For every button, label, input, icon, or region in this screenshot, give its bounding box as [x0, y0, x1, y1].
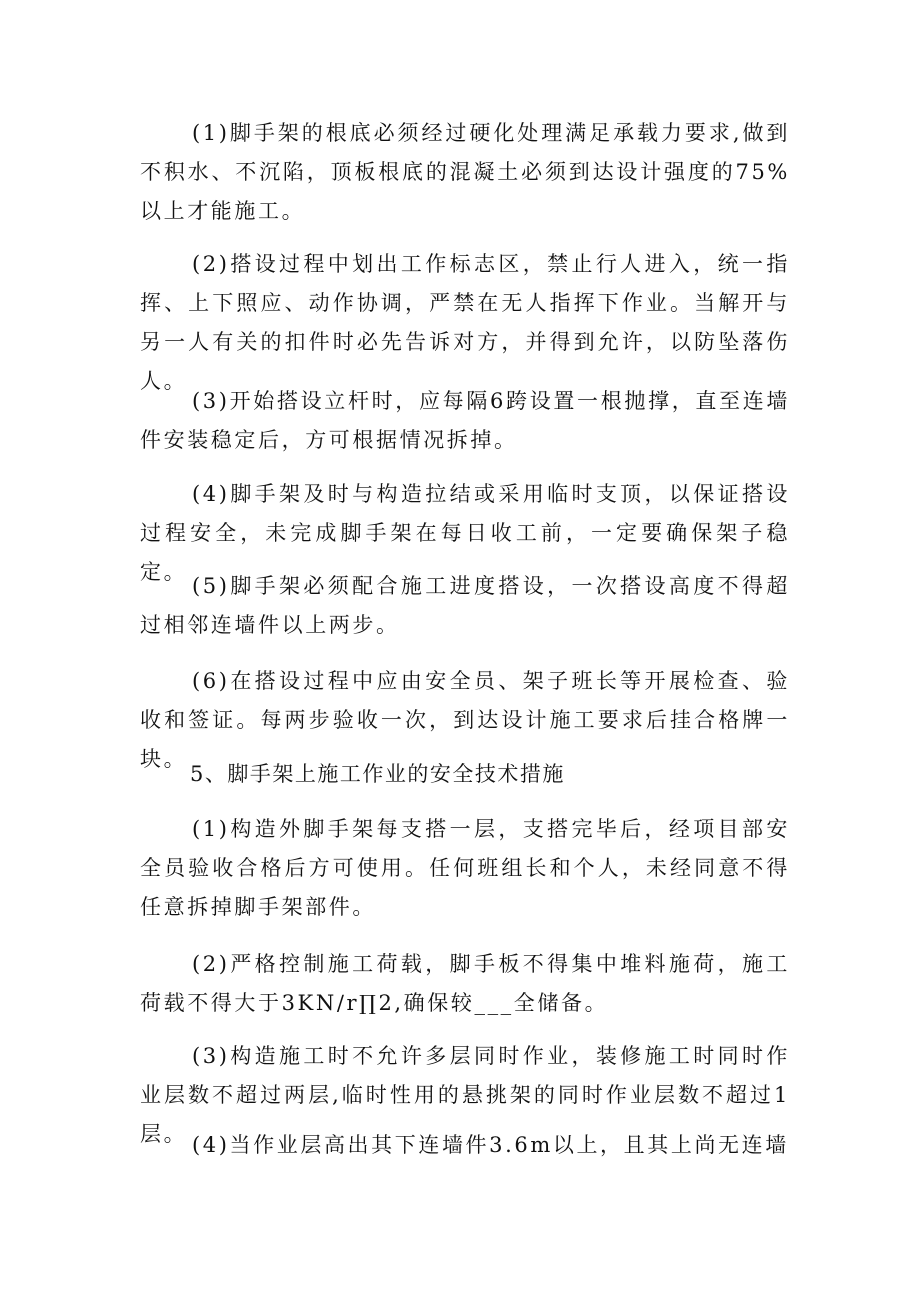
paragraph-3: (3)开始搭设立杆时，应每隔6跨设置一根抛撑，直至连墙件安装稳定后，方可根据情况拆掉。	[140, 389, 790, 452]
section-paragraph-1: (1)构造外脚手架每支搭一层，支搭完毕后，经项目部安全员验收合格后方可使用。任何班组长和个人，未经同意不得任意拆掉脚手架部件。	[140, 817, 790, 919]
paragraph-5: (5)脚手架必须配合施工进度搭设，一次搭设高度不得超过相邻连墙件以上两步。	[140, 574, 790, 637]
paragraph-4: (4)脚手架及时与构造拉结或采用临时支顶，以保证搭设过程安全，未完成脚手架在每日收工前，一定要确保架子稳定。	[140, 482, 790, 584]
paragraph-2: (2)搭设过程中划出工作标志区，禁止行人进入，统一指挥、上下照应、动作协调，严禁在无人指挥下作业。当解开与另一人有关的扣件时必先告诉对方，并得到允许，以防坠落伤人。	[140, 252, 790, 393]
section-paragraph-3: (3)构造施工时不允许多层同时作业，装修施工时同时作业层数不超过两层,临时性用的悬挑架的同时作业层数不超过1层。	[140, 1044, 790, 1146]
section-heading: 5、脚手架上施工作业的安全技术措施	[190, 762, 565, 786]
paragraph-6: (6)在搭设过程中应由安全员、架子班长等开展检查、验收和签证。每两步验收一次，到达设计施工要求后挂合格牌一块。	[140, 669, 790, 771]
section-paragraph-4: (4)当作业层高出其下连墙件3.6m以上，且其上尚无连墙	[192, 1133, 789, 1157]
paragraph-1: (1)脚手架的根底必须经过硬化处理满足承载力要求,做到不积水、不沉陷，顶板根底的混凝土必须到达设计强度的75%以上才能施工。	[140, 121, 790, 223]
section-paragraph-2: (2)严格控制施工荷载，脚手板不得集中堆料施荷，施工荷载不得大于3KN∕r∏2,确保较___全储备。	[140, 952, 790, 1015]
